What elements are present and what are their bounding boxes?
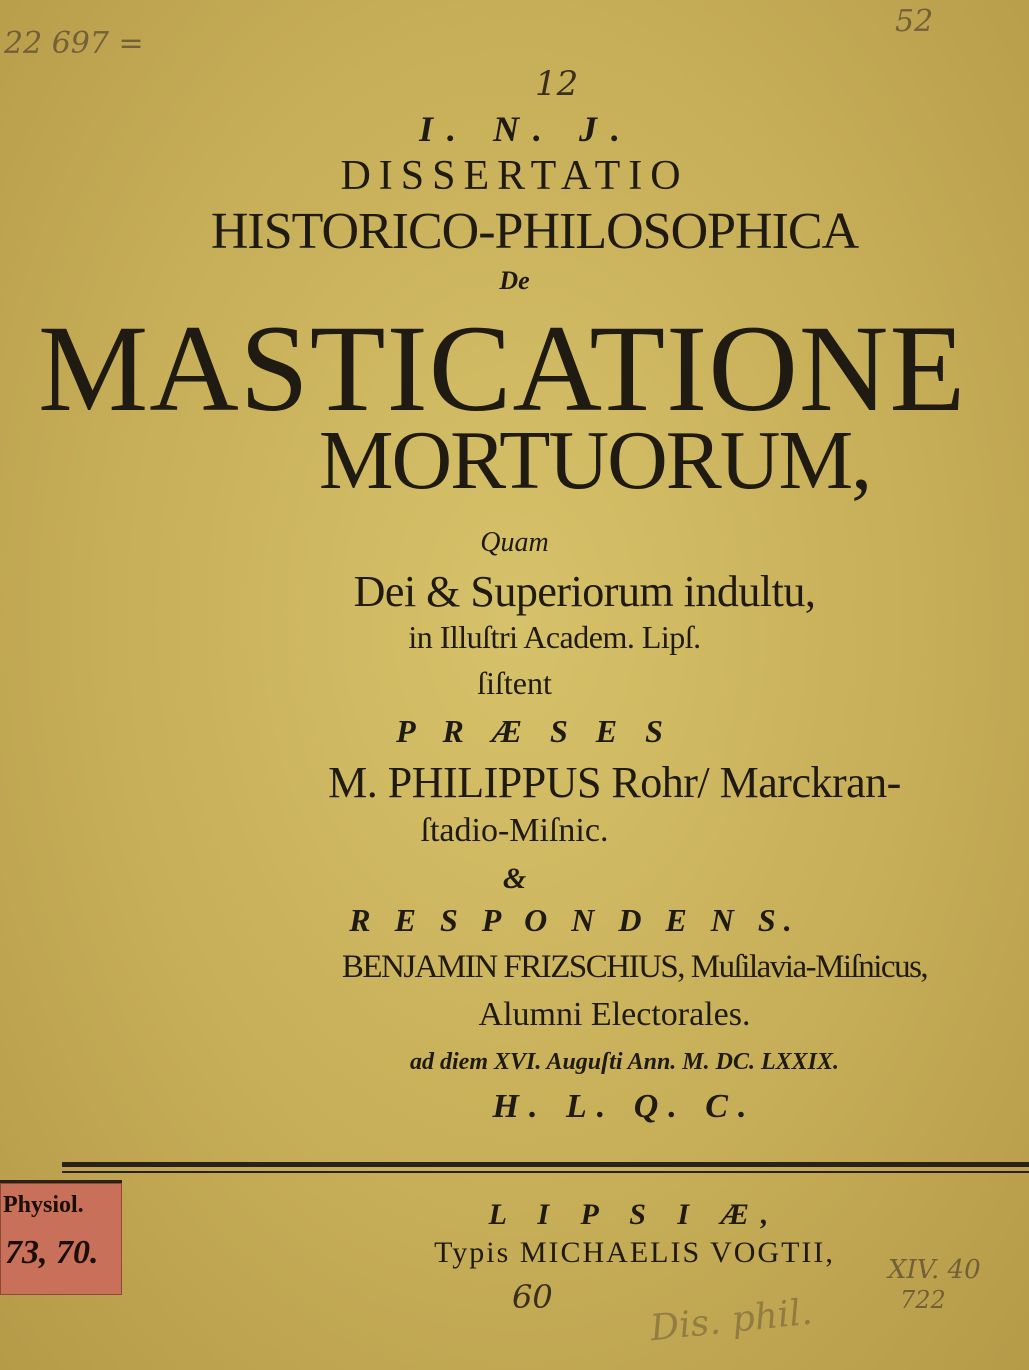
- title-de: De: [499, 266, 530, 295]
- divider-rule-thin: [62, 1171, 1029, 1173]
- hlqc: H. L. Q. C.: [492, 1088, 757, 1125]
- praeses-heading: P R Æ S E S: [396, 713, 673, 749]
- library-label-line1: Physiol.: [3, 1192, 84, 1218]
- title-dissertatio: DISSERTATIO: [340, 153, 689, 199]
- dei-superiorum-indultu: Dei & Superiorum indultu,: [353, 567, 816, 616]
- quam: Quam: [480, 527, 549, 558]
- alumni-electorales: Alumni Electorales.: [478, 996, 751, 1033]
- divider-rule-thick: [62, 1162, 1029, 1167]
- praeses-name: M. PHILIPPUS Rohr/ Marckran-: [328, 758, 901, 807]
- in-illustri-academ: in Illuſtri Academ. Lipſ.: [408, 619, 701, 655]
- handwritten-note-bottom-right-3: Dis. phil.: [648, 1291, 815, 1350]
- title-historico-philosophica: HISTORICO-PHILOSOPHICA: [210, 203, 859, 260]
- library-shelf-label: [0, 1183, 122, 1295]
- imprint-place: L I P S I Æ,: [488, 1198, 781, 1231]
- handwritten-shelfmark-top-left: 22 697 =: [4, 26, 144, 61]
- library-label-line2: 73, 70.: [5, 1234, 99, 1271]
- ampersand: &: [502, 862, 527, 895]
- title-mortuorum: MORTUORUM,: [318, 414, 871, 507]
- title-masticatione: MASTICATIONE: [38, 300, 967, 437]
- handwritten-number-top-right: 52: [895, 4, 934, 39]
- respondens-name: BENJAMIN FRIZSCHIUS, Muſilavia-Miſnicus,: [341, 949, 928, 985]
- handwritten-note-bottom-right-2: 722: [900, 1286, 946, 1314]
- sistent: ſiſtent: [477, 665, 552, 701]
- invocation: I. N. J.: [418, 109, 634, 149]
- handwritten-number-bottom-center: 60: [512, 1278, 553, 1316]
- handwritten-number-top-center: 12: [535, 64, 579, 104]
- imprint-printer: Typis MICHAELIS VOGTII,: [434, 1236, 835, 1269]
- praeses-origin: ſtadio-Miſnic.: [420, 812, 609, 849]
- handwritten-note-bottom-right-1: XIV. 40: [888, 1255, 981, 1285]
- date-line: ad diem XVI. Auguſti Ann. M. DC. LXXIX.: [410, 1049, 839, 1075]
- respondens-heading: R E S P O N D E N S.: [349, 902, 800, 938]
